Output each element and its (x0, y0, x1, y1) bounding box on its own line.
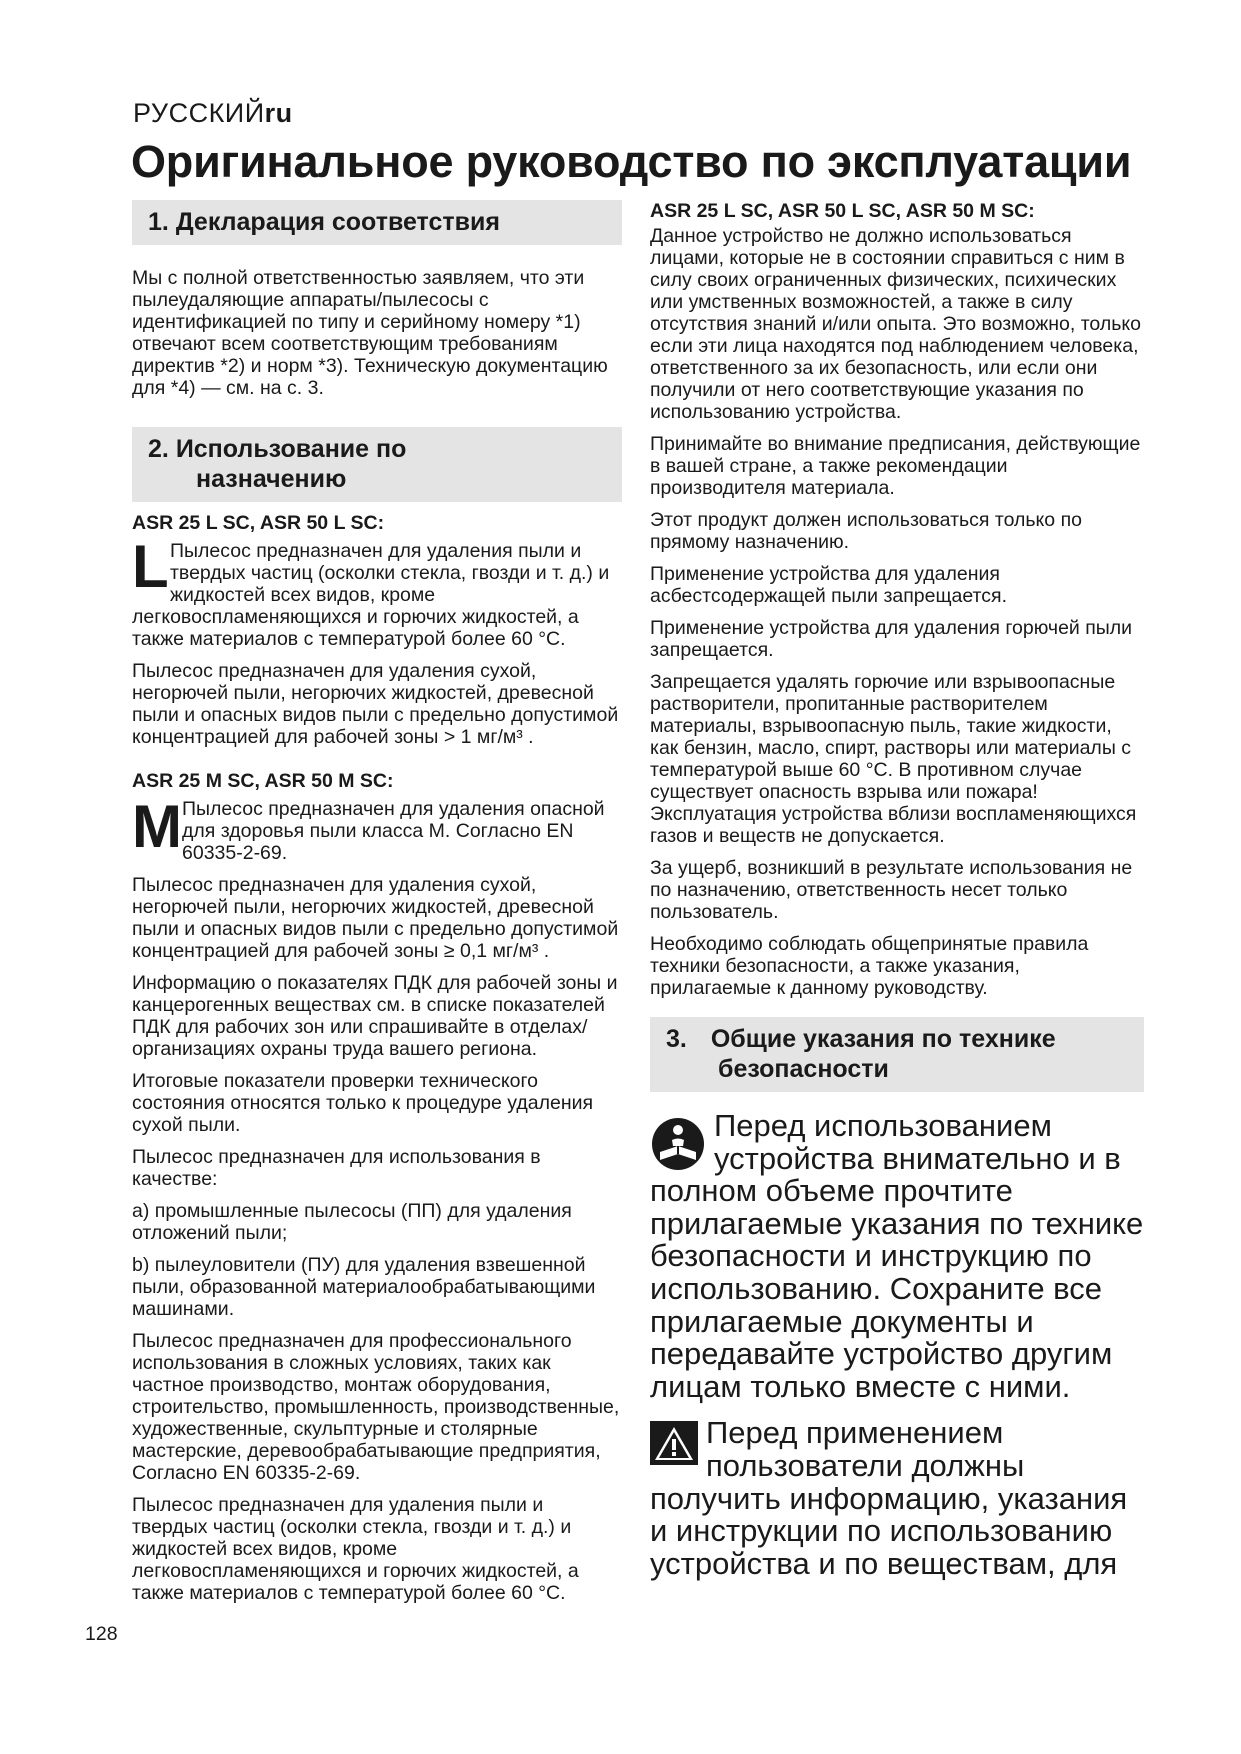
language-label: РУССКИЙru (133, 98, 293, 128)
all-models-heading: ASR 25 L SC, ASR 50 L SC, ASR 50 M SC: (650, 200, 1035, 222)
section-3-header: 3. Общие указания по технике безопасности (650, 1017, 1144, 1092)
paragraph: За ущерб, возникший в результате использования не по назначению, ответственность несет только пользователь. (650, 857, 1133, 923)
paragraph: Пылесос предназначен для удаления пыли и твердых частиц (осколки стекла, гвозди и т. д.) и жидкостей всех видов, кроме легковоспламеняющихся и горючих жидкостей, а также материалов с температурой более 60 °C. (132, 1494, 579, 1604)
read-manual-icon (650, 1116, 706, 1172)
paragraph: Пылесос предназначен для удаления сухой, негорючей пыли, негорючих жидкостей, древесной пыли и опасных видов пыли с предельно допустимой концентрацией для рабочей зоны > 1 мг/м³ . (132, 660, 619, 748)
warning-icon (650, 1421, 698, 1465)
paragraph: Пылесос предназначен для использования в качестве: (132, 1146, 541, 1190)
page-number: 128 (85, 1623, 118, 1645)
left-column (132, 200, 622, 1614)
dust-class-m-icon: M (132, 793, 182, 860)
section-2-header: 2. Использование по назначению (132, 427, 622, 502)
paragraph: Этот продукт должен использоваться только по прямому назначению. (650, 509, 1082, 553)
list-item: a) промышленные пылесосы (ПП) для удаления отложений пыли; (132, 1200, 572, 1244)
paragraph: Пылесос предназначен для профессионального использования в сложных условиях, таких как частное производство, монтаж оборудования, строительство, промышленность, производственные, художественные, скульптурные и столярные мастерские, деревообрабатывающие предприятия, Согласно EN 60335-2-69. (132, 1330, 620, 1484)
paragraph: Применение устройства для удаления асбестсодержащей пыли запрещается. (650, 563, 1007, 607)
m-class-text: M Пылесос предназначен для удаления опасной для здоровья пыли класса M. Согласно EN 60335-2-69. (132, 793, 605, 864)
paragraph: Запрещается удалять горючие или взрывоопасные растворители, пропитанные растворителем материалы, взрывоопасную пыль, такие жидкости, как бензин, масло, спирт, растворы или материалы с температурой выше 60 °C. В противном случае существует опасность взрыва или пожара! Эксплуатация устройства вблизи воспламеняющихся газов и веществ не допускается. (650, 671, 1137, 847)
l-class-heading: ASR 25 L SC, ASR 50 L SC: (132, 512, 385, 534)
paragraph: Применение устройства для удаления горючей пыли запрещается. (650, 617, 1133, 661)
paragraph: Данное устройство не должно использоваться лицами, которые не в состоянии справиться с ним в силу своих ограниченных физических, психических или умственных возможностей, а также в силу отсутствия знаний и/или опыта. Это возможно, только если эти лица находятся под наблюдением человека, ответственного за их безопасность, или если они получили от него соответствующие указания по использованию устройства. (650, 225, 1141, 423)
user-training-notice: Перед применением пользователи должны получить информацию, указания и инструкции по использованию устройства и по веществам, для (650, 1415, 1128, 1581)
right-column (650, 200, 1144, 1594)
m-class-heading: ASR 25 M SC, ASR 50 M SC: (132, 770, 394, 792)
paragraph: Итоговые показатели проверки технического состояния относятся только к процедуре удаления сухой пыли. (132, 1070, 594, 1136)
dust-class-l-icon: L (132, 533, 169, 600)
l-class-text: L Пылесос предназначен для удаления пыли и твердых частиц (осколки стекла, гвозди и т. д.) и жидкостей всех видов, кроме легковоспламеняющихся и горючих жидкостей, а также материалов с температурой более 60 °C. (132, 533, 610, 650)
read-manual-notice: Перед использованием устройства внимательно и в полном объеме прочтите прилагаемые указания по технике безопасности и инструкцию по использованию. Сохраните все прилагаемые документы и передавайте устройство другим лицам только вместе с ними. (650, 1108, 1144, 1404)
paragraph: Пылесос предназначен для удаления сухой, негорючей пыли, негорючих жидкостей, древесной пыли и опасных видов пыли с предельно допустимой концентрацией для рабочей зоны ≥ 0,1 мг/м³ . (132, 874, 619, 962)
paragraph: Принимайте во внимание предписания, действующие в вашей стране, а также рекомендации производителя материала. (650, 433, 1141, 499)
page-title: Оригинальное руководство по эксплуатации (131, 136, 1132, 187)
section-1-header: 1. Декларация соответствия (132, 200, 622, 245)
paragraph: Необходимо соблюдать общепринятые правила техники безопасности, а также указания, прилагаемые к данному руководству. (650, 933, 1089, 999)
paragraph: Информацию о показателях ПДК для рабочей зоны и канцерогенных веществах см. в списке показателей ПДК для рабочих зон или спрашивайте в отделах/организациях охраны труда вашего региона. (132, 972, 618, 1060)
declaration-text: Мы с полной ответственностью заявляем, что эти пылеудаляющие аппараты/пылесосы с идентификацией по типу и серийному номеру *1) отвечают всем соответствующим требованиям директив *2) и норм *3). Техническую документацию для *4) — см. на с. 3. (132, 267, 608, 399)
list-item: b) пылеуловители (ПУ) для удаления взвешенной пыли, образованной материалообрабатывающими машинами. (132, 1254, 596, 1320)
